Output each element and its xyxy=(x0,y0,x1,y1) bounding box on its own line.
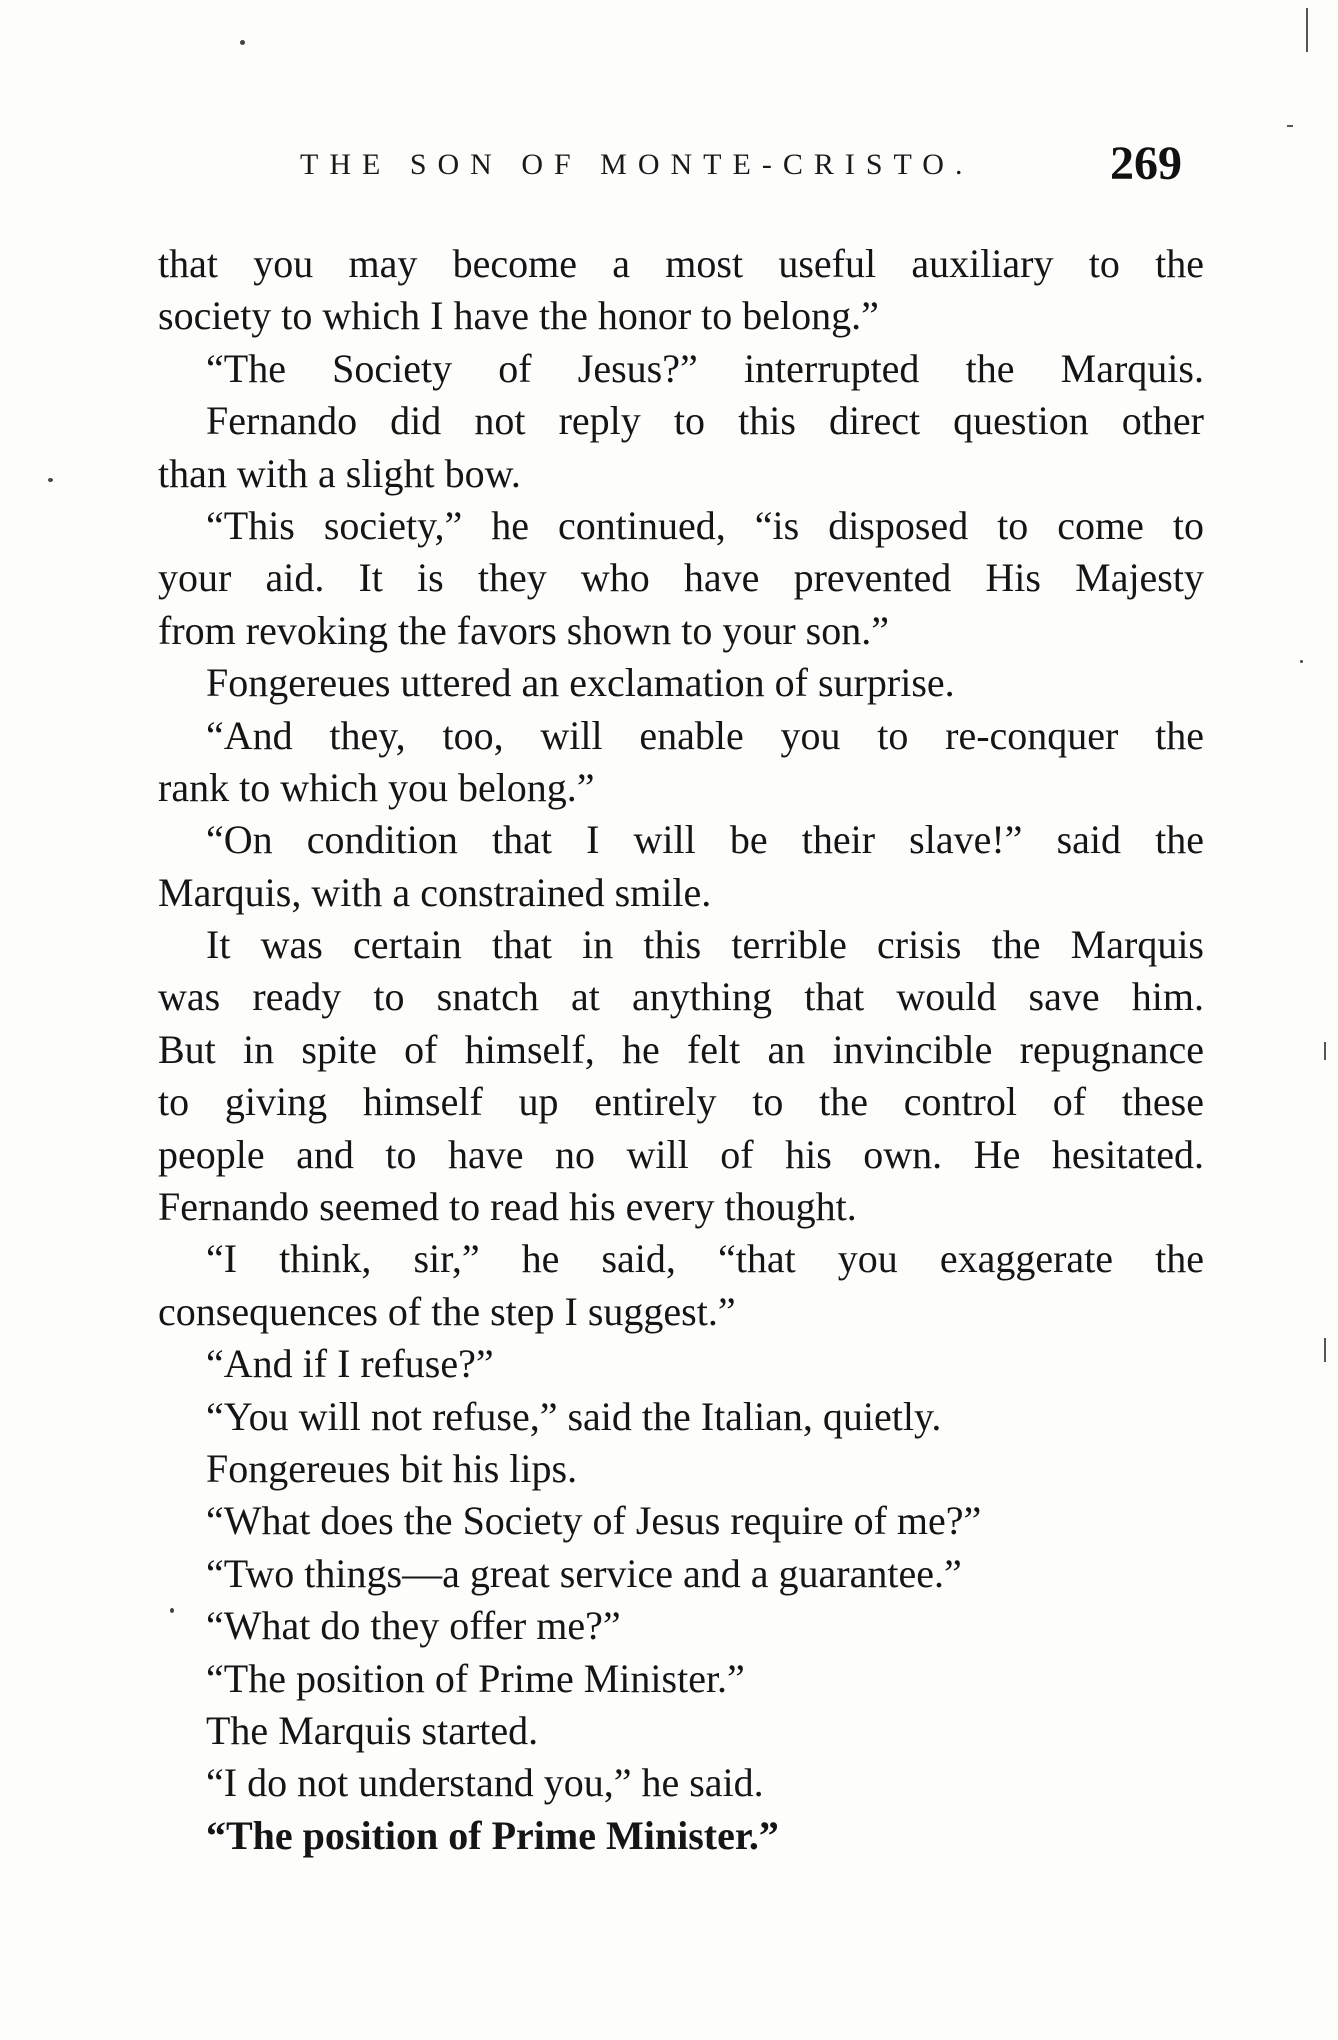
text-line: “The position of Prime Minister.” xyxy=(206,1812,779,1858)
text-line: than with a slight bow. xyxy=(158,450,521,496)
text-line: rank to which you belong.” xyxy=(158,764,595,810)
text-line: “The position of Prime Minister.” xyxy=(206,1655,745,1701)
text-line: “This society,” he continued, “is disposed to come to xyxy=(206,502,1204,548)
text-line: Fernando did not reply to this direct question other xyxy=(206,398,1204,444)
text-line: people and to have no will of his own. He hesitated. xyxy=(158,1131,1204,1177)
scan-edge-mark xyxy=(1306,8,1308,52)
text-line: The Marquis started. xyxy=(206,1707,539,1753)
text-line: from revoking the favors shown to your son.” xyxy=(158,607,889,653)
text-line: It was certain that in this terrible crisis the Marquis xyxy=(206,922,1204,968)
print-speck xyxy=(170,1608,174,1613)
text-line: Marquis, with a constrained smile. xyxy=(158,869,712,915)
page-number: 269 xyxy=(1110,137,1182,190)
text-line: Fernando seemed to read his every thought. xyxy=(158,1184,857,1230)
text-line: Fongereues bit his lips. xyxy=(206,1445,578,1491)
text-line: “And they, too, will enable you to re-conquer the xyxy=(206,712,1204,758)
text-line: “The Society of Jesus?” interrupted the Marquis. xyxy=(206,345,1204,391)
text-line: “I do not understand you,” he said. xyxy=(206,1760,764,1806)
text-line: to giving himself up entirely to the control of these xyxy=(158,1079,1204,1125)
scan-edge-mark xyxy=(1324,1354,1326,1362)
text-line: “On condition that I will be their slave!” said the xyxy=(206,817,1204,863)
scan-edge-mark xyxy=(1287,125,1293,127)
text-line: your aid. It is they who have prevented His Majesty xyxy=(158,555,1204,601)
text-line: “What does the Society of Jesus require of me?” xyxy=(206,1498,982,1544)
text-line: “What do they offer me?” xyxy=(206,1603,621,1649)
print-speck xyxy=(240,40,245,45)
scan-edge-mark xyxy=(1324,1042,1326,1060)
text-line: that you may become a most useful auxiliary to the xyxy=(158,241,1204,286)
text-line: “Two things—a great service and a guarantee.” xyxy=(206,1550,962,1596)
text-line: Fongereues uttered an exclamation of surprise. xyxy=(206,660,955,706)
text-line: But in spite of himself, he felt an invincible repugnance xyxy=(158,1026,1204,1072)
text-line: “I think, sir,” he said, “that you exaggerate the xyxy=(206,1236,1204,1282)
text-line: was ready to snatch at anything that would save him. xyxy=(158,974,1204,1020)
body-text xyxy=(158,238,1204,1862)
running-title: THE SON OF MONTE-CRISTO. xyxy=(300,148,974,181)
print-speck xyxy=(48,478,53,482)
text-line: “You will not refuse,” said the Italian, quietly. xyxy=(206,1393,942,1439)
text-line: society to which I have the honor to belong.” xyxy=(158,293,879,339)
text-line: “And if I refuse?” xyxy=(206,1341,494,1387)
print-speck xyxy=(1300,660,1303,663)
text-line: consequences of the step I suggest.” xyxy=(158,1288,736,1334)
